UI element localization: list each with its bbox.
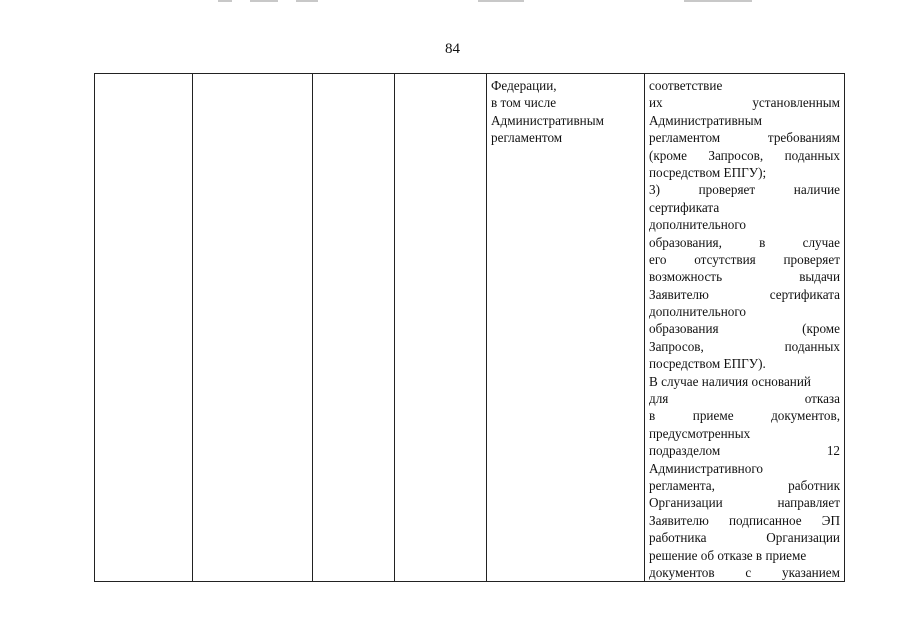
cell-word: в (759, 234, 766, 250)
cell-word: предусмотренных (649, 425, 751, 441)
table-row (95, 74, 845, 582)
cell-word: отказа (804, 391, 840, 407)
cell-word: требованиям (767, 130, 840, 146)
cell-word: 12 (826, 443, 840, 459)
cell-text-line (649, 94, 840, 111)
cell-text-line (649, 547, 840, 564)
cell-text-line (649, 529, 840, 546)
cell-word: Запросов, (649, 338, 704, 354)
cell-word: посредством ЕПГУ). (649, 356, 766, 372)
cell-word: образования, (649, 234, 722, 250)
cell-text-line (649, 129, 840, 146)
cell-word: регламента, (649, 477, 715, 493)
cell-word: Административным (649, 112, 762, 128)
cell-word: Запросов, (708, 147, 764, 163)
cell-word: проверяет (783, 251, 840, 267)
cell-word: 3) (649, 182, 660, 198)
cell-text-line (649, 251, 840, 268)
cell-word: посредством ЕПГУ); (649, 164, 767, 180)
cell-text-line (649, 234, 840, 251)
cell-word: Организации (766, 530, 840, 546)
cell-word: сертификата (769, 286, 840, 302)
cell-text-line (649, 320, 840, 337)
cell-text-line (649, 390, 840, 407)
cell-word: в (649, 408, 656, 424)
cell-word: работника (649, 530, 707, 546)
cell-word: проверяет (698, 182, 756, 198)
cell-text-line (649, 181, 840, 198)
cell-word: поданных (784, 338, 840, 354)
cell-text-line (649, 286, 840, 303)
table-cell-6 (645, 74, 845, 582)
cell-word: ЭП (821, 512, 840, 528)
cell-word: указанием (781, 564, 840, 580)
cell-word: поданных (784, 147, 840, 163)
cell-word: сертификата (649, 199, 720, 215)
cell-text-line (649, 564, 840, 581)
cell-word: наличие (793, 182, 840, 198)
cell-text-line: Административным (491, 112, 604, 128)
cell-word: установленным (752, 95, 840, 111)
cell-text-line: в том числе (491, 95, 557, 111)
cell-text-line (649, 216, 840, 233)
cell-text-line (649, 338, 840, 355)
cell-word: приеме (692, 408, 734, 424)
cell-text-line (649, 303, 840, 320)
cell-text-line (649, 355, 840, 372)
cell-word: отсутствия (694, 251, 756, 267)
cell-word: работник (788, 477, 840, 493)
scan-artifact-top (0, 0, 905, 8)
cell-text-line (649, 425, 840, 442)
cell-text-line (649, 164, 840, 181)
cell-text-line (649, 373, 840, 390)
cell-text-line (649, 407, 840, 424)
cell-word: его (649, 251, 667, 267)
cell-word: (кроме (802, 321, 840, 337)
cell-text-line (649, 147, 840, 164)
cell-word: (кроме (649, 147, 687, 163)
regulation-table (94, 73, 845, 582)
cell-text-line: регламентом (491, 130, 563, 146)
cell-word: Административного (649, 460, 764, 476)
cell-word: случае (802, 234, 840, 250)
cell-word: возможность (649, 269, 723, 285)
cell-word: Заявителю (649, 512, 709, 528)
cell-text-line: Федерации, (491, 78, 557, 93)
cell-text-line (649, 494, 840, 511)
cell-word: регламентом (649, 130, 721, 146)
cell-word: документов, (771, 408, 840, 424)
cell-word: направляет (777, 495, 840, 511)
cell-word: дополнительного (649, 304, 747, 320)
cell-text-line (649, 199, 840, 216)
table-cell-2 (193, 74, 313, 582)
cell-word: для (649, 391, 669, 407)
cell-text-line (649, 442, 840, 459)
page-number: 84 (445, 41, 460, 57)
cell-word: документов (649, 564, 715, 580)
cell-text-line (649, 77, 840, 94)
table-cell-4 (395, 74, 487, 582)
cell-word: Заявителю (649, 286, 709, 302)
cell-word: подписанное (728, 512, 802, 528)
cell-text-line (649, 460, 840, 477)
table-cell-3 (313, 74, 395, 582)
cell-word: их (649, 95, 663, 111)
cell-word: решение об отказе в приеме (649, 547, 807, 563)
table-cell-5 (487, 74, 645, 582)
cell-text-line (649, 112, 840, 129)
cell-word: с (745, 564, 752, 580)
cell-text-line (649, 268, 840, 285)
cell-word: В случае наличия оснований (649, 373, 811, 389)
cell-word: образования (649, 321, 719, 337)
cell-word: соответствие (649, 78, 723, 93)
cell-text-line (649, 512, 840, 529)
cell-word: дополнительного (649, 217, 747, 233)
cell-word: выдачи (799, 269, 840, 285)
table-cell-1 (95, 74, 193, 582)
cell-text-line (649, 477, 840, 494)
cell-word: Организации (649, 495, 723, 511)
cell-word: подразделом (649, 443, 721, 459)
